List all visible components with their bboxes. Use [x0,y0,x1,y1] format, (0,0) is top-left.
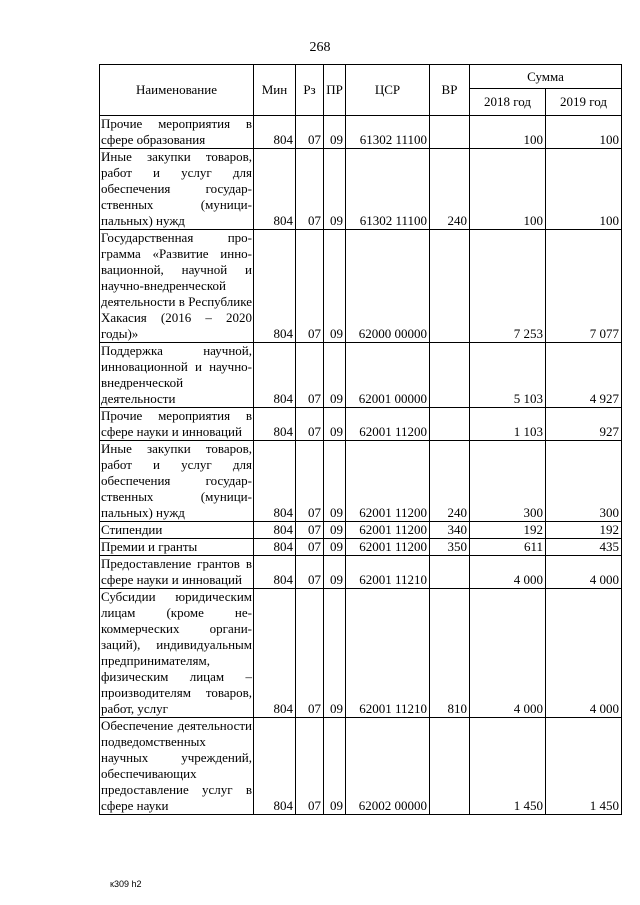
table-row [100,116,622,149]
table-row [100,589,622,718]
cell-y2019: 927 [546,408,622,441]
cell-name: Поддержка научной, инновационной и научно-внедренческой деятельности [101,343,252,406]
page-number: 268 [309,40,331,55]
cell-rz: 07 [296,718,324,815]
cell-rz: 07 [296,116,324,149]
cell-rz: 07 [296,522,324,539]
cell-name: Иные закупки товаров, работ и услуг для обеспечения государственных (муниципальных) нужд [101,441,252,520]
header-2018: 2018 год [470,89,546,116]
cell-vr: 240 [430,149,470,230]
header-pr: ПР [324,65,346,116]
cell-rz: 07 [296,556,324,589]
cell-y2018: 4 000 [470,589,546,718]
cell-y2018: 5 103 [470,343,546,408]
header-csr: ЦСР [346,65,430,116]
cell-min: 804 [254,556,296,589]
header-min: Мин [254,65,296,116]
cell-csr: 62001 00000 [346,343,430,408]
cell-vr: 350 [430,539,470,556]
header-rz: Рз [296,65,324,116]
table-row [100,441,622,522]
budget-table [99,64,622,815]
cell-pr: 09 [324,522,346,539]
cell-csr: 62000 00000 [346,230,430,343]
cell-y2019: 1 450 [546,718,622,815]
cell-name: Иные закупки товаров, работ и услуг для обеспечения государственных (муниципальных) нужд [101,149,252,228]
cell-y2018: 1 103 [470,408,546,441]
table-row [100,149,622,230]
cell-rz: 07 [296,539,324,556]
cell-min: 804 [254,539,296,556]
cell-y2019: 4 927 [546,343,622,408]
table-row [100,522,622,539]
cell-name: Премии и гранты [100,539,254,556]
cell-name: Субсидии юридическим лицам (кроме некоммерческих организаций), индивидуальным предпринимателям, физическим лицам – производителям товаров, работ, услуг [101,589,252,716]
cell-pr: 09 [324,116,346,149]
cell-vr [430,408,470,441]
cell-y2019: 100 [546,116,622,149]
cell-y2018: 7 253 [470,230,546,343]
cell-rz: 07 [296,230,324,343]
cell-y2019: 100 [546,149,622,230]
footer-code: к309 h2 [110,879,142,889]
cell-pr: 09 [324,589,346,718]
cell-rz: 07 [296,441,324,522]
cell-y2019: 192 [546,522,622,539]
table-row [100,556,622,589]
cell-csr: 62001 11200 [346,408,430,441]
cell-name: Стипендии [100,522,254,539]
cell-name: Обеспечение деятельности подведомственных научных учреждений, обеспечивающих предоставление услуг в сфере науки [101,718,252,813]
cell-y2019: 7 077 [546,230,622,343]
cell-name: Предоставление грантов в сфере науки и инноваций [101,556,252,587]
cell-pr: 09 [324,408,346,441]
cell-y2018: 4 000 [470,556,546,589]
cell-min: 804 [254,718,296,815]
cell-pr: 09 [324,230,346,343]
cell-pr: 09 [324,556,346,589]
cell-pr: 09 [324,441,346,522]
cell-name: Прочие мероприятия в сфере науки и инноваций [101,408,252,439]
cell-y2018: 1 450 [470,718,546,815]
cell-y2018: 611 [470,539,546,556]
cell-vr: 810 [430,589,470,718]
cell-csr: 62001 11210 [346,556,430,589]
cell-y2018: 100 [470,116,546,149]
cell-min: 804 [254,149,296,230]
header-2019: 2019 год [546,89,622,116]
cell-min: 804 [254,116,296,149]
cell-y2018: 192 [470,522,546,539]
cell-rz: 07 [296,589,324,718]
cell-csr: 62001 11210 [346,589,430,718]
cell-min: 804 [254,408,296,441]
cell-vr: 240 [430,441,470,522]
cell-name: Государственная программа «Развитие инновационной, научной и научно-внедренческой деятельности в Республике Хакасия (2016 – 2020 годы)» [101,230,252,341]
header-vr: ВР [430,65,470,116]
cell-rz: 07 [296,408,324,441]
cell-rz: 07 [296,149,324,230]
cell-min: 804 [254,230,296,343]
table-row [100,539,622,556]
cell-rz: 07 [296,343,324,408]
cell-y2018: 100 [470,149,546,230]
cell-pr: 09 [324,539,346,556]
cell-min: 804 [254,441,296,522]
cell-csr: 61302 11100 [346,149,430,230]
cell-vr [430,116,470,149]
cell-min: 804 [254,343,296,408]
cell-vr: 340 [430,522,470,539]
table-row [100,343,622,408]
table-row [100,408,622,441]
cell-y2019: 300 [546,441,622,522]
cell-csr: 62001 11200 [346,522,430,539]
cell-vr [430,556,470,589]
cell-vr [430,343,470,408]
cell-y2019: 4 000 [546,589,622,718]
cell-csr: 62001 11200 [346,539,430,556]
header-sum: Сумма [470,65,622,89]
cell-vr [430,230,470,343]
cell-csr: 62001 11200 [346,441,430,522]
table-row [100,718,622,815]
cell-vr [430,718,470,815]
cell-min: 804 [254,522,296,539]
cell-min: 804 [254,589,296,718]
cell-y2018: 300 [470,441,546,522]
cell-pr: 09 [324,718,346,815]
cell-pr: 09 [324,343,346,408]
cell-y2019: 4 000 [546,556,622,589]
table-row [100,230,622,343]
cell-y2019: 435 [546,539,622,556]
header-name: Наименование [100,65,254,116]
cell-csr: 62002 00000 [346,718,430,815]
cell-name: Прочие мероприятия в сфере образования [101,116,252,147]
cell-pr: 09 [324,149,346,230]
cell-csr: 61302 11100 [346,116,430,149]
